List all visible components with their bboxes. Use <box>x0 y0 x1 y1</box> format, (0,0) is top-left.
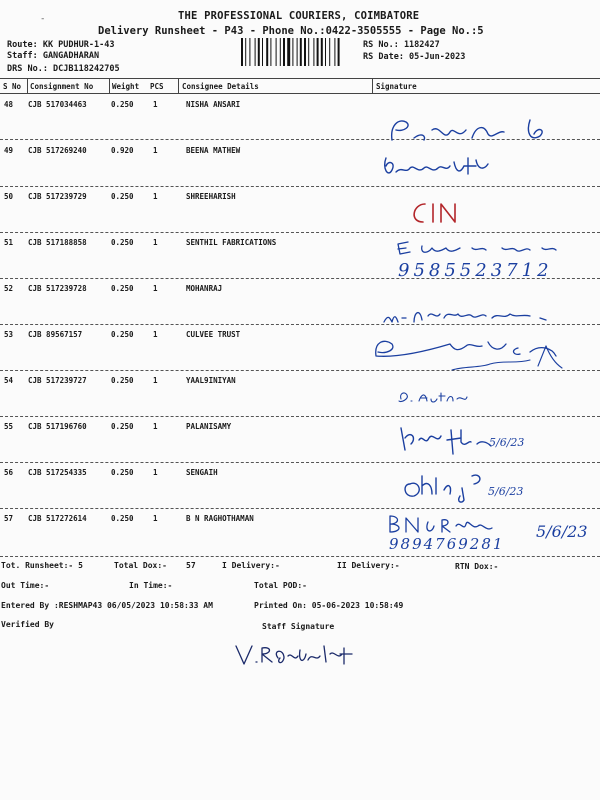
barcode-image <box>240 38 356 66</box>
printed-on: Printed On: 05-06-2023 10:58:49 <box>254 601 404 610</box>
row-consignment-no: CJB 517034463 <box>28 100 87 109</box>
row-sno: 54 <box>4 376 14 385</box>
row-consignment-no: CJB 517254335 <box>28 468 87 477</box>
staff-signature <box>232 640 362 670</box>
handwritten-date-row-56: 5/6/23 <box>488 485 524 498</box>
handwritten-phone-row-57: 9894769281 <box>389 535 505 553</box>
row-consignment-no: CJB 517239728 <box>28 284 87 293</box>
row-sno: 52 <box>4 284 14 293</box>
signature-row-57 <box>384 512 524 536</box>
col-divider <box>109 78 110 94</box>
barcode-bar <box>329 38 330 66</box>
route-label: Route: KK PUDHUR-1-43 <box>7 40 115 50</box>
barcode-bar <box>270 38 271 66</box>
signature-row-49 <box>380 152 500 182</box>
row-pcs: 1 <box>153 422 158 431</box>
total-runsheet: Tot. Runsheet:- 5 <box>1 561 83 570</box>
row-sno: 51 <box>4 238 14 247</box>
row-consignment-no: CJB 517196760 <box>28 422 87 431</box>
row-separator <box>0 416 600 417</box>
col-header-consignee: Consignee Details <box>182 82 259 91</box>
row-weight: 0.250 <box>111 514 134 523</box>
barcode-bar <box>266 38 268 66</box>
row-sno: 48 <box>4 100 14 109</box>
barcode-bar <box>338 38 340 66</box>
row-consignee: B N RAGHOTHAMAN <box>186 514 254 523</box>
corner-mark: - <box>40 14 46 24</box>
barcode-bar <box>255 38 256 66</box>
ii-delivery: II Delivery:- <box>337 561 400 570</box>
i-delivery: I Delivery:- <box>222 561 280 570</box>
row-weight: 0.250 <box>111 376 134 385</box>
row-weight: 0.920 <box>111 146 134 155</box>
row-pcs: 1 <box>153 468 158 477</box>
row-separator <box>0 186 600 187</box>
barcode-bar <box>245 38 246 66</box>
signature-row-55 <box>395 420 555 460</box>
col-header-weight: Weight <box>112 82 140 91</box>
rs-number: RS No.: 1182427 <box>363 40 440 50</box>
barcode-bar <box>325 38 326 66</box>
signature-row-54 <box>395 387 495 407</box>
barcode-bar <box>297 38 298 66</box>
row-consignee: YAAL9INIYAN <box>186 376 236 385</box>
row-separator <box>0 556 600 557</box>
row-pcs: 1 <box>153 284 158 293</box>
table-header-rule <box>0 93 600 94</box>
barcode-bar <box>241 38 243 66</box>
row-weight: 0.250 <box>111 192 134 201</box>
row-sno: 50 <box>4 192 14 201</box>
row-sno: 55 <box>4 422 14 431</box>
signature-row-51 <box>392 236 572 258</box>
row-pcs: 1 <box>153 376 158 385</box>
row-consignee: MOHANRAJ <box>186 284 223 293</box>
total-pod: Total POD:- <box>254 581 307 590</box>
signature-row-50 <box>405 198 465 228</box>
rs-date: RS Date: 05-Jun-2023 <box>363 52 466 62</box>
row-separator <box>0 462 600 463</box>
row-consignee: PALANISAMY <box>186 422 232 431</box>
row-weight: 0.250 <box>111 422 134 431</box>
row-consignee: SHREEHARISH <box>186 192 236 201</box>
row-sno: 56 <box>4 468 14 477</box>
signature-row-53 <box>370 330 570 378</box>
barcode-bar <box>321 38 323 66</box>
runsheet-subtitle: Delivery Runsheet - P43 - Phone No.:0422-3505555 - Page No.:5 <box>98 25 484 37</box>
col-header-signature: Signature <box>376 82 417 91</box>
row-consignment-no: CJB 517188858 <box>28 238 87 247</box>
row-consignment-no: CJB 89567157 <box>28 330 83 339</box>
row-consignee: BEENA MATHEW <box>186 146 241 155</box>
barcode-bar <box>287 38 290 66</box>
barcode-bar <box>249 38 250 66</box>
row-sno: 53 <box>4 330 14 339</box>
rtn-dox: RTN Dox:- <box>455 562 499 571</box>
signature-row-48 <box>380 112 580 150</box>
col-divider <box>372 78 373 94</box>
staff-signature-label: Staff Signature <box>262 622 335 631</box>
row-separator <box>0 232 600 233</box>
staff-label: Staff: GANGADHARAN <box>7 51 100 61</box>
row-consignment-no: CJB 517272614 <box>28 514 87 523</box>
row-consignee: SENGAIH <box>186 468 218 477</box>
barcode-bar <box>283 38 285 66</box>
row-consignee: SENTHIL FABRICATIONS <box>186 238 277 247</box>
row-pcs: 1 <box>153 330 158 339</box>
handwritten-date-row-57: 5/6/23 <box>536 522 588 541</box>
company-title: THE PROFESSIONAL COURIERS, COIMBATORE <box>178 10 420 22</box>
barcode-bar <box>300 38 302 66</box>
barcode-bar <box>334 38 335 66</box>
col-header-sno: S No <box>3 82 22 91</box>
col-divider <box>178 78 179 94</box>
row-consignment-no: CJB 517239727 <box>28 376 87 385</box>
row-weight: 0.250 <box>111 330 134 339</box>
handwritten-phone-row-51: 9585523712 <box>398 260 553 281</box>
total-dox-value: 57 <box>186 561 196 570</box>
barcode-bar <box>276 38 277 66</box>
entered-by: Entered By :RESHMAP43 06/05/2023 10:58:33 AM <box>1 601 213 610</box>
barcode-bar <box>304 38 306 66</box>
row-pcs: 1 <box>153 146 158 155</box>
row-pcs: 1 <box>153 100 158 109</box>
row-sno: 57 <box>4 514 14 523</box>
barcode-bar <box>308 38 309 66</box>
signature-row-52 <box>380 300 560 328</box>
out-time: Out Time:- <box>1 581 50 590</box>
row-pcs: 1 <box>153 238 158 247</box>
signature-row-56 <box>400 468 560 506</box>
barcode-bar <box>313 38 314 66</box>
row-consignee: NISHA ANSARI <box>186 100 241 109</box>
row-consignment-no: CJB 517239729 <box>28 192 87 201</box>
barcode-bar <box>280 38 281 66</box>
total-dox-label: Total Dox:- <box>114 561 167 570</box>
row-sno: 49 <box>4 146 14 155</box>
row-consignment-no: CJB 517269240 <box>28 146 87 155</box>
row-consignee: CULVEE TRUST <box>186 330 241 339</box>
row-pcs: 1 <box>153 192 158 201</box>
barcode-bar <box>258 38 260 66</box>
row-separator <box>0 508 600 509</box>
col-header-pcs: PCS <box>150 82 164 91</box>
col-divider <box>27 78 28 94</box>
handwritten-date-row-55: 5/6/23 <box>489 436 525 449</box>
in-time: In Time:- <box>129 581 173 590</box>
row-weight: 0.250 <box>111 284 134 293</box>
drs-label: DRS No.: DCJB118242705 <box>7 64 120 74</box>
col-header-consignment: Consignment No <box>30 82 94 91</box>
verified-by: Verified By <box>1 620 54 629</box>
row-weight: 0.250 <box>111 238 134 247</box>
barcode-bar <box>317 38 319 66</box>
table-top-rule <box>0 78 600 79</box>
barcode-bar <box>262 38 263 66</box>
row-weight: 0.250 <box>111 100 134 109</box>
barcode-bar <box>292 38 293 66</box>
row-pcs: 1 <box>153 514 158 523</box>
row-weight: 0.250 <box>111 468 134 477</box>
